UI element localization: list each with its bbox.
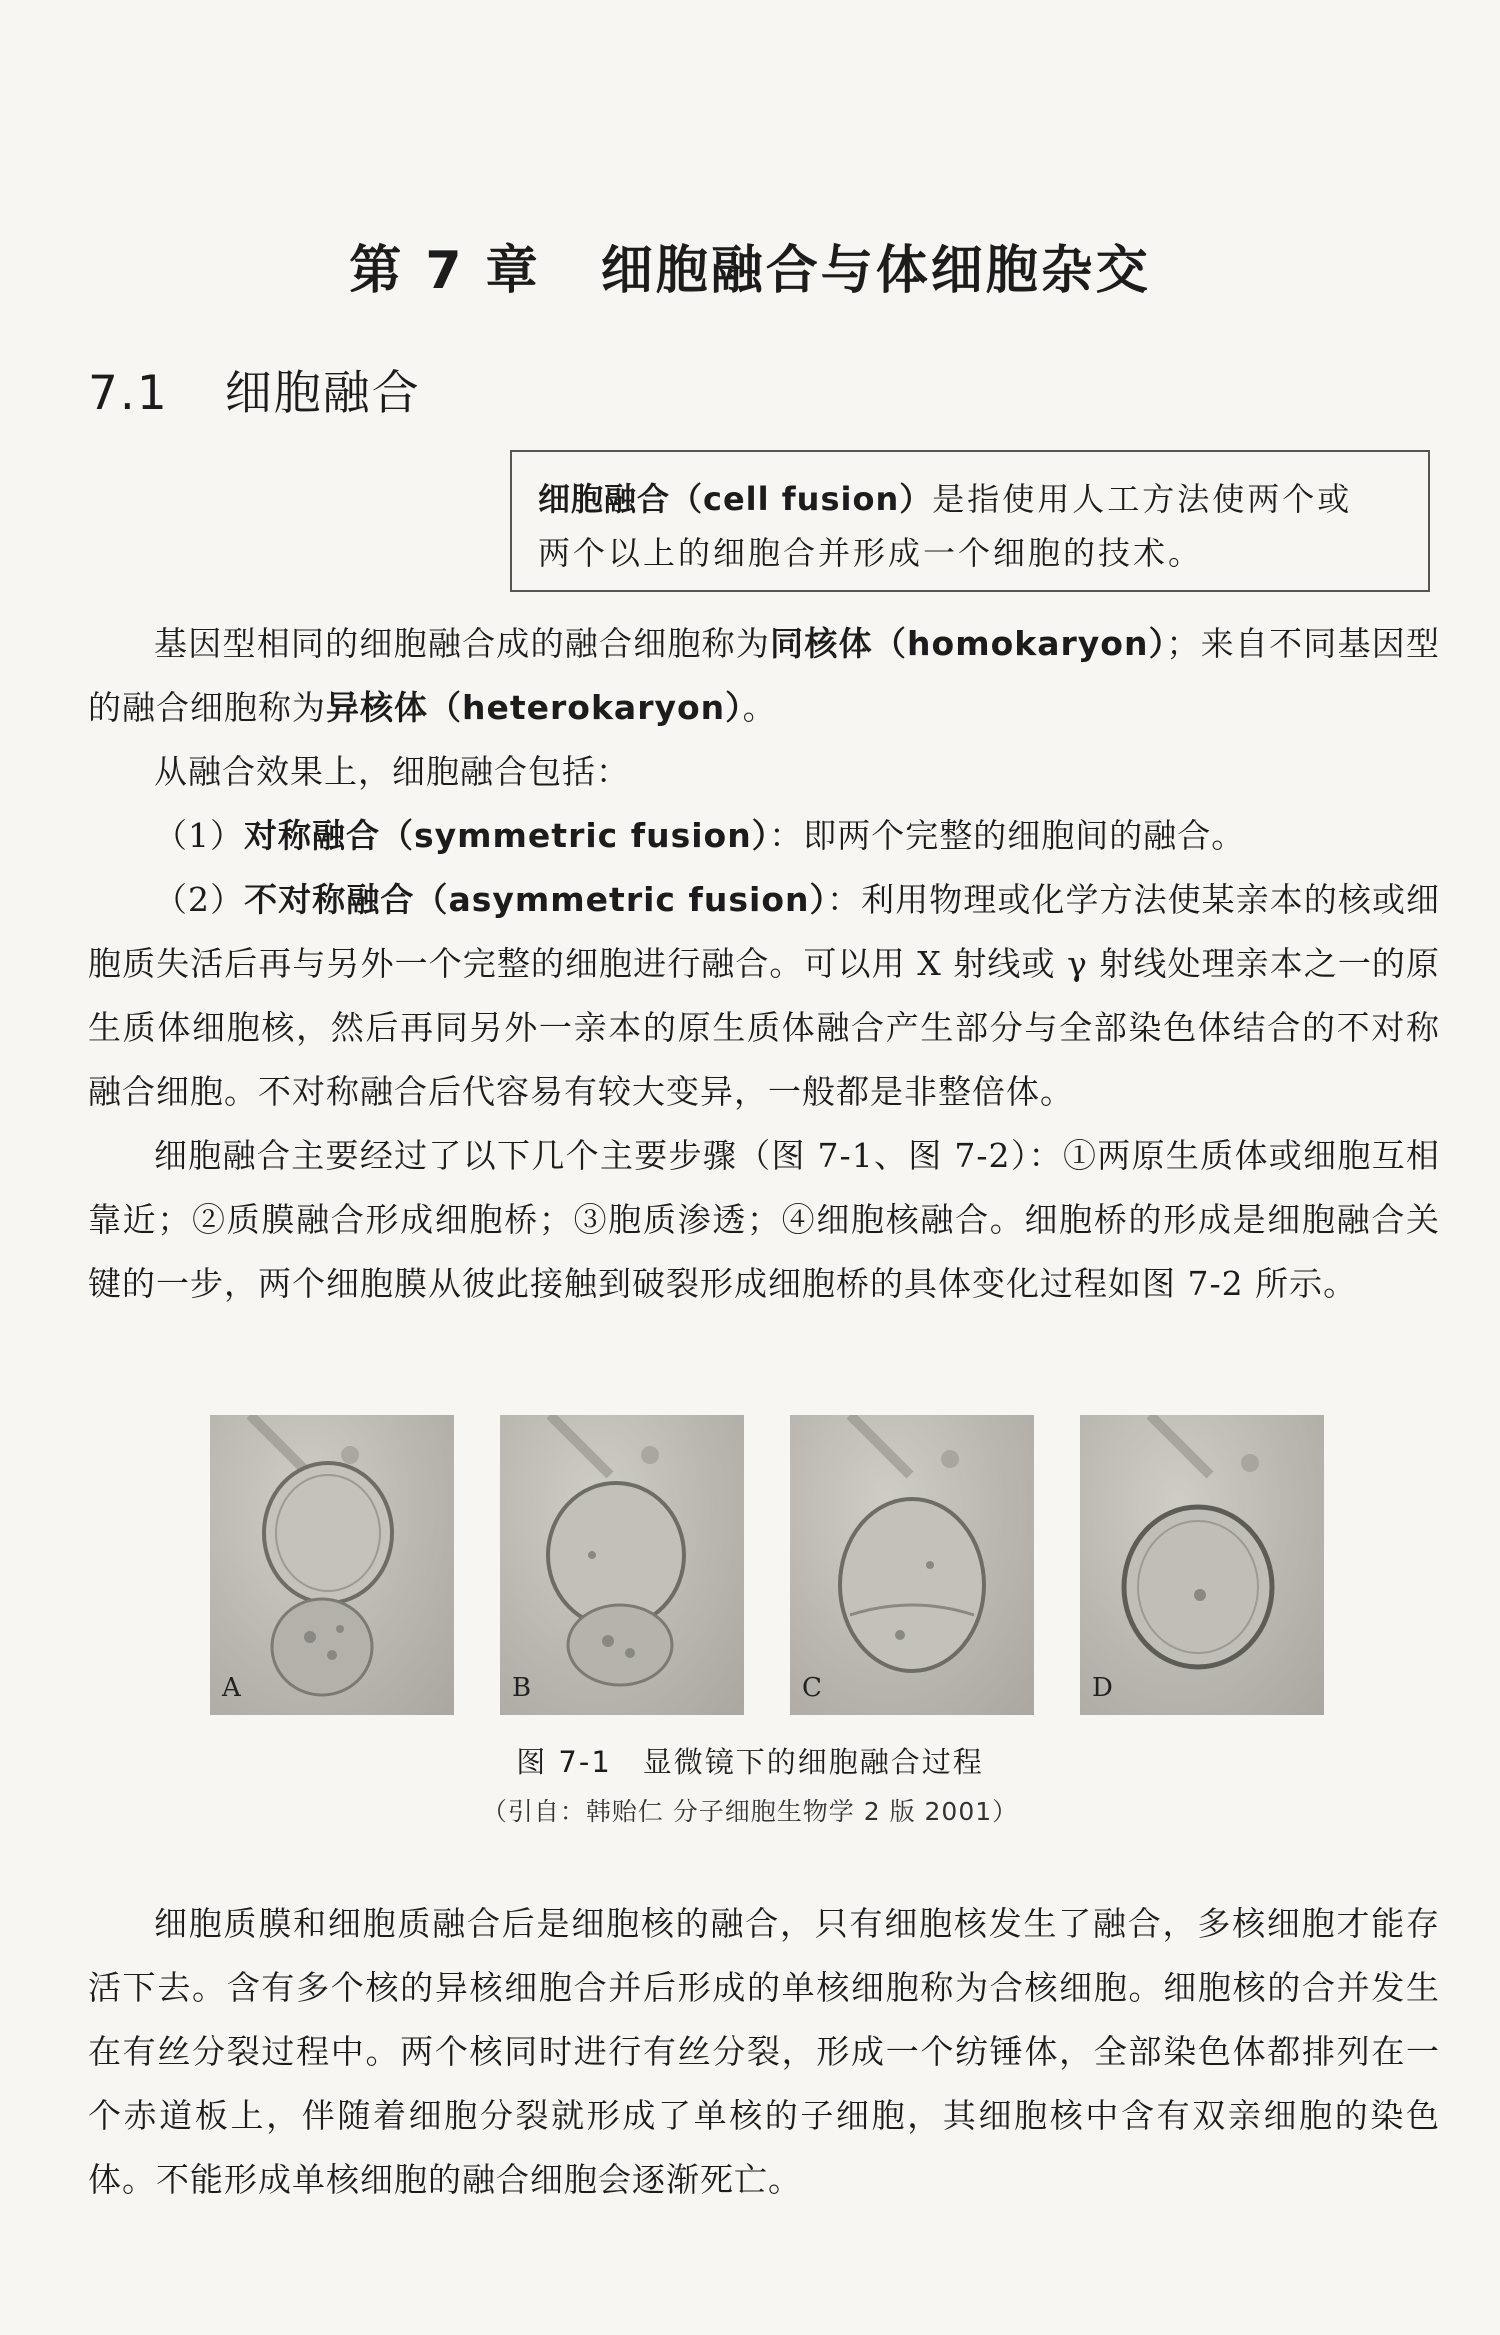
figure-7-1 [210,1415,1330,1725]
micro-image-a [210,1415,454,1715]
chapter-number: 第 7 章 [349,241,541,301]
figure-caption: 图 7-1 显微镜下的细胞融合过程 [516,1745,984,1779]
panel-label-b: B [512,1673,532,1703]
micro-panel-b [500,1415,744,1715]
paragraph-symmetric-fusion: （1）对称融合（symmetric fusion）：即两个完整的细胞间的融合。 [154,816,1246,855]
term-heterokaryon: 异核体（heterokaryon） [326,688,743,727]
paragraph-fusion-steps: 细胞融合主要经过了以下几个主要步骤（图 7-1、图 7-2）：①两原生质体或细胞互相靠近；②质膜融合形成细胞桥；③胞质渗透；④细胞核融合。细胞桥的形成是细胞融合关键的一步，两个细胞膜从彼此接触到破裂形成细胞桥的具体变化过程如图 7-2 所示。 [88,1136,1440,1303]
section-title [88,356,421,423]
body-text-lower [88,1892,1440,2212]
figure-source: （引自：韩贻仁 分子细胞生物学 2 版 2001） [481,1797,1019,1826]
section-name: 细胞融合 [224,366,421,421]
micro-panel-a [210,1415,454,1715]
panel-label-d: D [1092,1673,1113,1703]
micro-image-d [1080,1415,1324,1715]
panel-label-a: A [222,1673,241,1703]
body-text-upper [88,612,1440,1316]
paragraph-nuclear-fusion: 细胞质膜和细胞质融合后是细胞核的融合，只有细胞核发生了融合，多核细胞才能存活下去。含有多个核的异核细胞合并后形成的单核细胞称为合核细胞。细胞核的合并发生在有丝分裂过程中。两个核同时进行有丝分裂，形成一个纺锤体，全部染色体都排列在一个赤道板上，伴随着细胞分裂就形成了单核的子细胞，其细胞核中含有双亲细胞的染色体。不能形成单核细胞的融合细胞会逐渐死亡。 [88,1904,1440,2199]
micro-image-c [790,1415,1034,1715]
term-asymmetric-fusion: 不对称融合（asymmetric fusion） [244,880,828,919]
definition-line-1: 是指使用人工方法使两个或 [932,480,1353,518]
micro-image-b [500,1415,744,1715]
micro-panel-c [790,1415,1034,1715]
definition-line-2: 两个以上的细胞合并形成一个细胞的技术。 [538,534,1204,572]
paragraph-homokaryon: 基因型相同的细胞融合成的融合细胞称为同核体（homokaryon）；来自不同基因型的融合细胞称为异核体（heterokaryon）。 [88,624,1441,727]
definition-term: 细胞融合（cell fusion） [538,480,933,518]
paragraph-fusion-types-intro: 从融合效果上，细胞融合包括： [154,752,630,791]
section-number: 7.1 [88,366,169,421]
term-homokaryon: 同核体（homokaryon） [770,624,1167,663]
definition-box [510,450,1430,592]
micro-panel-d [1080,1415,1324,1715]
paragraph-asymmetric-fusion: （2）不对称融合（asymmetric fusion）：利用物理或化学方法使某亲本的核或细胞质失活后再与另外一个完整的细胞进行融合。可以用 X 射线或 γ 射线处理亲本之一的原生质体细胞核，然后再同另外一亲本的原生质体融合产生部分与全部染色体结合的不对称融合细胞。不对称融合后代容易有较大变异，一般都是非整倍体。 [88,880,1440,1111]
term-symmetric-fusion: 对称融合（symmetric fusion） [244,816,770,855]
panel-label-c: C [802,1673,822,1703]
chapter-title [0,228,1500,303]
chapter-name: 细胞融合与体细胞杂交 [600,241,1151,301]
